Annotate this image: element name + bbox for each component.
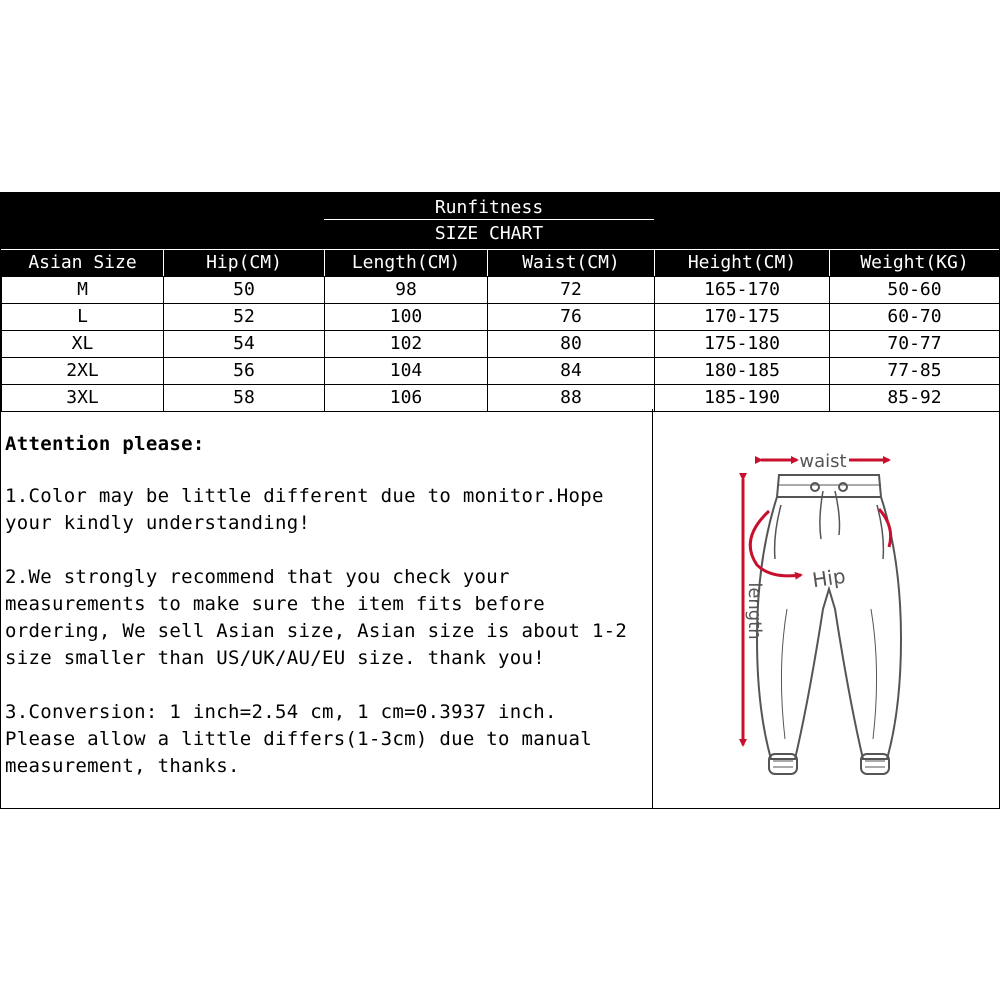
table-cell: 70-77 [830,331,1000,358]
table-row [2,331,1000,358]
size-table [1,249,1000,412]
table-row [2,358,1000,385]
table-cell: 56 [164,358,325,385]
table-cell: 60-70 [830,304,1000,331]
title-band [1,193,999,249]
table-cell: 88 [488,385,655,412]
table-cell: 3XL [2,385,164,412]
table-cell: 58 [164,385,325,412]
table-cell: 106 [325,385,488,412]
attention-notes [1,409,653,808]
table-cell: 98 [325,277,488,304]
length-label: length [744,582,765,640]
brand-name: Runfitness [434,197,544,218]
table-cell: 170-175 [655,304,830,331]
column-header: Hip(CM) [164,250,325,277]
column-header: Weight(KG) [830,250,1000,277]
brand-underline [324,219,654,220]
table-cell: 72 [488,277,655,304]
table-cell: 80 [488,331,655,358]
table-cell: 50-60 [830,277,1000,304]
pants-measurement-diagram [653,409,999,808]
table-cell: 185-190 [655,385,830,412]
table-cell: 76 [488,304,655,331]
waist-arrow [761,451,889,472]
table-cell: M [2,277,164,304]
table-cell: 52 [164,304,325,331]
table-cell: 77-85 [830,358,1000,385]
note-item: 1.Color may be little different due to monitor.Hope your kindly understanding! [5,485,604,534]
table-cell: L [2,304,164,331]
column-header: Height(CM) [655,250,830,277]
table-cell: 175-180 [655,331,830,358]
table-header-row [2,250,1000,277]
table-cell: XL [2,331,164,358]
chart-subtitle: SIZE CHART [434,223,544,244]
column-header: Waist(CM) [488,250,655,277]
table-cell: 102 [325,331,488,358]
table-cell: 84 [488,358,655,385]
table-row [2,385,1000,412]
table-cell: 100 [325,304,488,331]
table-cell: 104 [325,358,488,385]
size-chart [0,192,1000,809]
table-cell: 50 [164,277,325,304]
column-header: Asian Size [2,250,164,277]
table-row [2,277,1000,304]
table-cell: 54 [164,331,325,358]
table-cell: 2XL [2,358,164,385]
table-cell: 180-185 [655,358,830,385]
table-row [2,304,1000,331]
note-item: 2.We strongly recommend that you check your measurements to make sure the item fits before ordering, We sell Asian size, Asian size is about 1-2 size smaller than US/UK/AU/EU size. thank you! [5,566,628,669]
hip-label: Hip [810,563,848,593]
pants-diagram-cell [653,409,999,808]
column-header: Length(CM) [325,250,488,277]
pants-icon [757,475,901,774]
table-cell: 85-92 [830,385,1000,412]
table-cell: 165-170 [655,277,830,304]
waist-label: waist [799,451,847,472]
notes-heading: Attention please: [5,433,205,455]
note-item: 3.Conversion: 1 inch=2.54 cm, 1 cm=0.3937 inch. Please allow a little differs(1-3cm) due to manual measurement, thanks. [5,701,592,777]
